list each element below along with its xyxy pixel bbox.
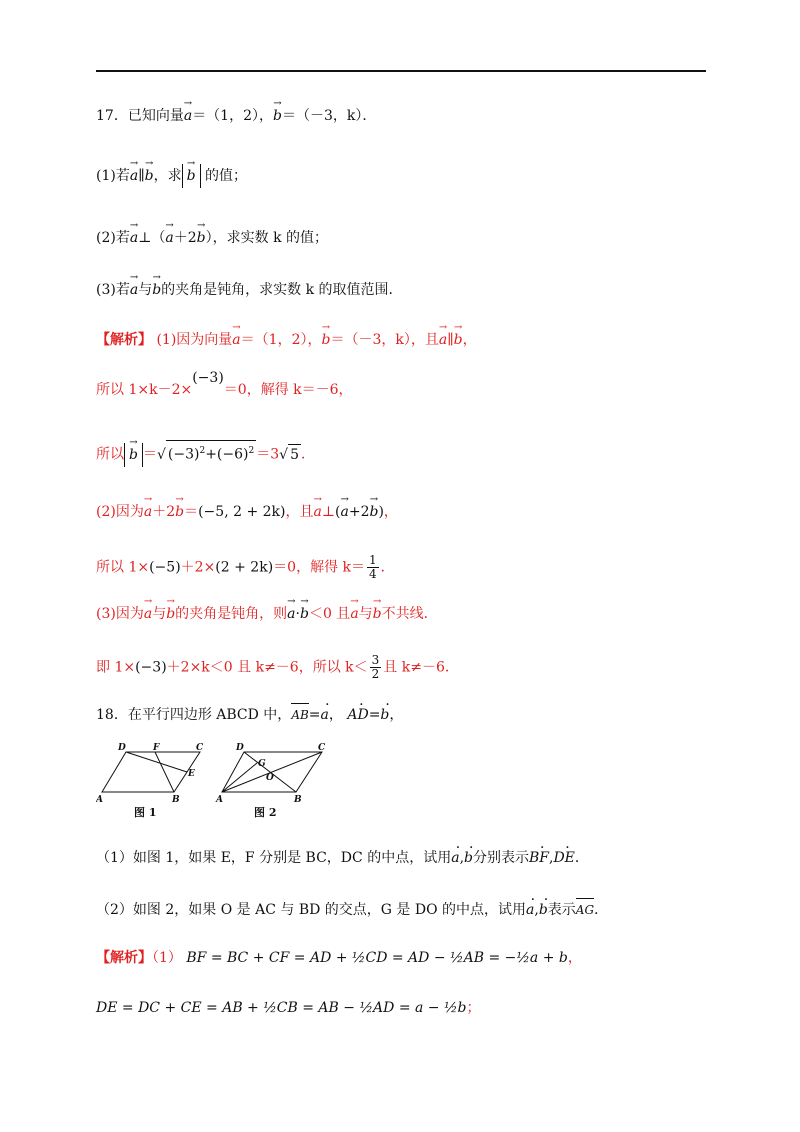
solution-17-line-5: 所以 1×(−5)＋2×(2 + 2k)＝0，解得 k＝ $\frac{1}{4}$ ．: [96, 553, 395, 581]
figure-1-label: 图 1: [134, 806, 157, 819]
svg-text:D: D: [236, 743, 244, 753]
solution-17-line-3: 所以→ b ＝√ $(-3)^2+(-6)^2 =3√$ 5 ．: [96, 440, 315, 467]
solution-17-line-4: (2)因为→ a＋2→ b＝(−5, 2 + 2k)，且→ a⊥(→ a+2→ b)，: [96, 502, 398, 522]
svg-text:A: A: [96, 795, 103, 805]
svg-text:C: C: [318, 743, 326, 753]
svg-text:B: B: [172, 795, 180, 805]
solution-17-line-2: 所以 1×k－2×(−3)＝0，解得 k＝－6，: [96, 370, 353, 398]
svg-text:D: D: [118, 743, 126, 753]
solution-18-line-2: DE = DC + CE = AB + ½CB = AB − ½AD = a − ½b；: [96, 1000, 481, 1016]
figures: [96, 740, 336, 824]
svg-text:E: E: [188, 769, 195, 779]
top-rule: [96, 70, 706, 72]
svg-text:B: B: [294, 795, 302, 805]
svg-text:A: A: [216, 795, 223, 805]
svg-text:O: O: [266, 773, 274, 783]
solution-17-line-1: 【解析】 (1)因为向量→ a＝（1，2），→ b＝（－3，k），且→ a∥→ b，: [96, 330, 477, 350]
problem-17-q1: (1)若→ a∥→ b，求→ b 的值；: [96, 164, 247, 188]
solution-17-line-7: 即 1×(−3)＋2×k＜0 且 k≠－6，所以 k＜ $\frac{3}{2}$ 且 k≠－6．: [96, 653, 459, 681]
problem-18-q2: （2）如图 2，如果 O 是 AC 与 BD 的交点，G 是 DO 的中点，试用· a,· b表示AG．: [96, 898, 608, 920]
figure-2-label: 图 2: [254, 806, 277, 819]
solution-18-line-1: 【解析】（1） BF = BC + CF = AD + ½CD = AD − ½AB = −½a + b，: [96, 950, 582, 966]
solution-17-line-6: (3)因为→ a与→ b的夹角是钝角，则→ a·→ b＜0 且→ a与→ b不共线．: [96, 604, 438, 624]
problem-17-q3: (3)若→ a与→ b的夹角是钝角，求实数 k 的取值范围．: [96, 280, 403, 300]
parallelogram-figures: [96, 740, 336, 820]
figure-1-parallelogram: [102, 752, 200, 792]
problem-18-q1: （1）如图 1，如果 E，F 分别是 BC，DC 的中点，试用· a,· b分别表示· BF,· DE．: [96, 848, 589, 868]
svg-text:C: C: [196, 743, 204, 753]
problem-18-statement: 18．在平行四边形 ABCD 中，AB=· a， · AD=· b，: [96, 703, 403, 725]
svg-text:G: G: [258, 759, 266, 769]
problem-17-q2: (2)若→ a⊥（→ a＋2→ b），求实数 k 的值；: [96, 228, 328, 248]
problem-17-statement: 17．已知向量→ a＝（1，2），→ b＝（－3，k）．: [96, 106, 376, 126]
svg-text:F: F: [153, 743, 160, 753]
